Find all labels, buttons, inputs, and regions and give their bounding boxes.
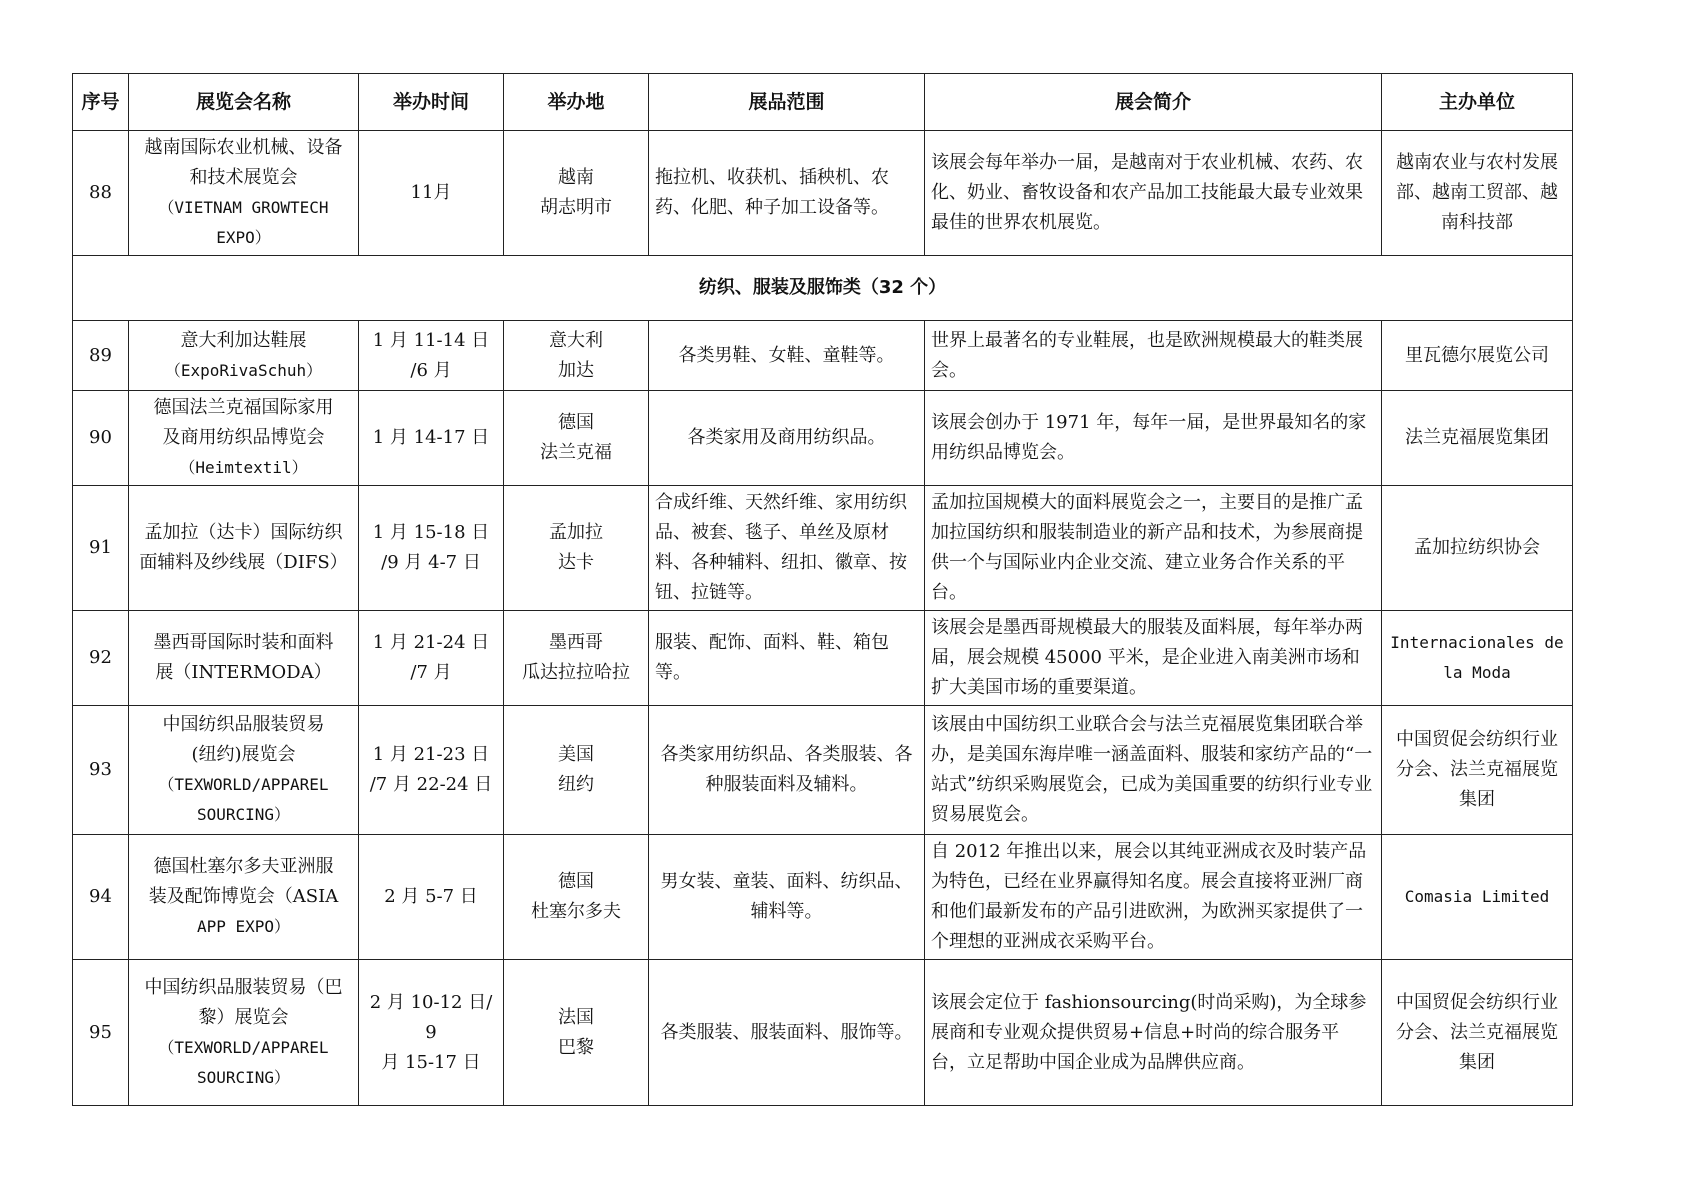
row-organizer: Comasia Limited: [1382, 835, 1573, 960]
row-seq: 92: [73, 611, 129, 706]
section-row: [73, 256, 1573, 321]
section-title: 纺织、服装及服饰类（32 个）: [73, 256, 1573, 321]
table-row: [73, 835, 1573, 960]
row-name: 孟加拉（达卡）国际纺织 面辅料及纱线展（DIFS）: [129, 486, 359, 611]
row-organizer: 越南农业与农村发展部、越南工贸部、越南科技部: [1382, 131, 1573, 256]
document-page: [72, 73, 1573, 1106]
row-time: 2 月 5-7 日: [359, 835, 504, 960]
header-organizer: 主办单位: [1382, 74, 1573, 131]
table-row: [73, 960, 1573, 1106]
row-time: 1 月 21-23 日 /7 月 22-24 日: [359, 706, 504, 835]
row-seq: 93: [73, 706, 129, 835]
header-name: 展览会名称: [129, 74, 359, 131]
row-scope: 各类家用及商用纺织品。: [649, 391, 925, 486]
header-intro: 展会简介: [925, 74, 1382, 131]
row-scope: 各类男鞋、女鞋、童鞋等。: [649, 321, 925, 391]
row-organizer: 中国贸促会纺织行业分会、法兰克福展览集团: [1382, 706, 1573, 835]
row-name: 意大利加达鞋展 （ExpoRivaSchuh）: [129, 321, 359, 391]
header-scope: 展品范围: [649, 74, 925, 131]
row-organizer: 孟加拉纺织协会: [1382, 486, 1573, 611]
row-name: 墨西哥国际时装和面料 展（INTERMODA）: [129, 611, 359, 706]
row-intro: 该展由中国纺织工业联合会与法兰克福展览集团联合举办，是美国东海岸唯一涵盖面料、服装和家纺产品的“一站式”纺织采购展览会，已成为美国重要的纺织行业专业贸易展览会。: [925, 706, 1382, 835]
row-intro: 该展会定位于 fashionsourcing(时尚采购)，为全球参展商和专业观众提供贸易+信息+时尚的综合服务平台，立足帮助中国企业成为品牌供应商。: [925, 960, 1382, 1106]
table-row: [73, 486, 1573, 611]
row-intro: 自 2012 年推出以来，展会以其纯亚洲成衣及时装产品为特色，已经在业界赢得知名度。展会直接将亚洲厂商和他们最新发布的产品引进欧洲，为欧洲买家提供了一个理想的亚洲成衣采购平台。: [925, 835, 1382, 960]
row-intro: 孟加拉国规模大的面料展览会之一，主要目的是推广孟加拉国纺织和服装制造业的新产品和技术，为参展商提供一个与国际业内企业交流、建立业务合作关系的平台。: [925, 486, 1382, 611]
row-seq: 88: [73, 131, 129, 256]
row-scope: 拖拉机、收获机、插秧机、农药、化肥、种子加工设备等。: [649, 131, 925, 256]
row-seq: 95: [73, 960, 129, 1106]
row-scope: 合成纤维、天然纤维、家用纺织品、被套、毯子、单丝及原材料、各种辅料、纽扣、徽章、按钮、拉链等。: [649, 486, 925, 611]
row-place: 美国 纽约: [504, 706, 649, 835]
row-time: 2 月 10-12 日/9 月 15-17 日: [359, 960, 504, 1106]
exhibition-table: [72, 73, 1573, 1106]
header-place: 举办地: [504, 74, 649, 131]
row-place: 德国 法兰克福: [504, 391, 649, 486]
row-seq: 90: [73, 391, 129, 486]
table-row: [73, 706, 1573, 835]
row-place: 孟加拉 达卡: [504, 486, 649, 611]
header-row: [73, 74, 1573, 131]
row-name: 越南国际农业机械、设备 和技术展览会 （VIETNAM GROWTECH EXPO）: [129, 131, 359, 256]
row-name: 德国杜塞尔多夫亚洲服 装及配饰博览会（ASIA APP EXPO）: [129, 835, 359, 960]
header-time: 举办时间: [359, 74, 504, 131]
row-place: 法国 巴黎: [504, 960, 649, 1106]
table-row: [73, 391, 1573, 486]
table-row: [73, 611, 1573, 706]
row-intro: 该展会是墨西哥规模最大的服装及面料展，每年举办两届，展会规模 45000 平米，是企业进入南美洲市场和扩大美国市场的重要渠道。: [925, 611, 1382, 706]
row-place: 德国 杜塞尔多夫: [504, 835, 649, 960]
row-time: 11月: [359, 131, 504, 256]
row-intro: 该展会每年举办一届，是越南对于农业机械、农药、农化、奶业、畜牧设备和农产品加工技能最大最专业效果最佳的世界农机展览。: [925, 131, 1382, 256]
row-place: 意大利 加达: [504, 321, 649, 391]
row-organizer: 法兰克福展览集团: [1382, 391, 1573, 486]
row-intro: 世界上最著名的专业鞋展，也是欧洲规模最大的鞋类展会。: [925, 321, 1382, 391]
row-seq: 91: [73, 486, 129, 611]
row-intro: 该展会创办于 1971 年，每年一届，是世界最知名的家用纺织品博览会。: [925, 391, 1382, 486]
row-name: 中国纺织品服装贸易 (纽约)展览会 （TEXWORLD/APPAREL SOURCING）: [129, 706, 359, 835]
row-scope: 各类家用纺织品、各类服装、各种服装面料及辅料。: [649, 706, 925, 835]
row-organizer: 中国贸促会纺织行业分会、法兰克福展览集团: [1382, 960, 1573, 1106]
row-scope: 男女装、童装、面料、纺织品、辅料等。: [649, 835, 925, 960]
row-scope: 服装、配饰、面料、鞋、箱包等。: [649, 611, 925, 706]
row-time: 1 月 15-18 日 /9 月 4-7 日: [359, 486, 504, 611]
row-time: 1 月 14-17 日: [359, 391, 504, 486]
row-seq: 94: [73, 835, 129, 960]
row-organizer: Internacionales de la Moda: [1382, 611, 1573, 706]
row-seq: 89: [73, 321, 129, 391]
row-time: 1 月 11-14 日 /6 月: [359, 321, 504, 391]
table-row: [73, 321, 1573, 391]
row-place: 墨西哥 瓜达拉拉哈拉: [504, 611, 649, 706]
row-time: 1 月 21-24 日 /7 月: [359, 611, 504, 706]
row-name: 德国法兰克福国际家用 及商用纺织品博览会 （Heimtextil）: [129, 391, 359, 486]
row-place: 越南 胡志明市: [504, 131, 649, 256]
row-organizer: 里瓦德尔展览公司: [1382, 321, 1573, 391]
table-row: [73, 131, 1573, 256]
header-seq: 序号: [73, 74, 129, 131]
row-name: 中国纺织品服装贸易（巴 黎）展览会 （TEXWORLD/APPAREL SOURCING）: [129, 960, 359, 1106]
row-scope: 各类服装、服装面料、服饰等。: [649, 960, 925, 1106]
